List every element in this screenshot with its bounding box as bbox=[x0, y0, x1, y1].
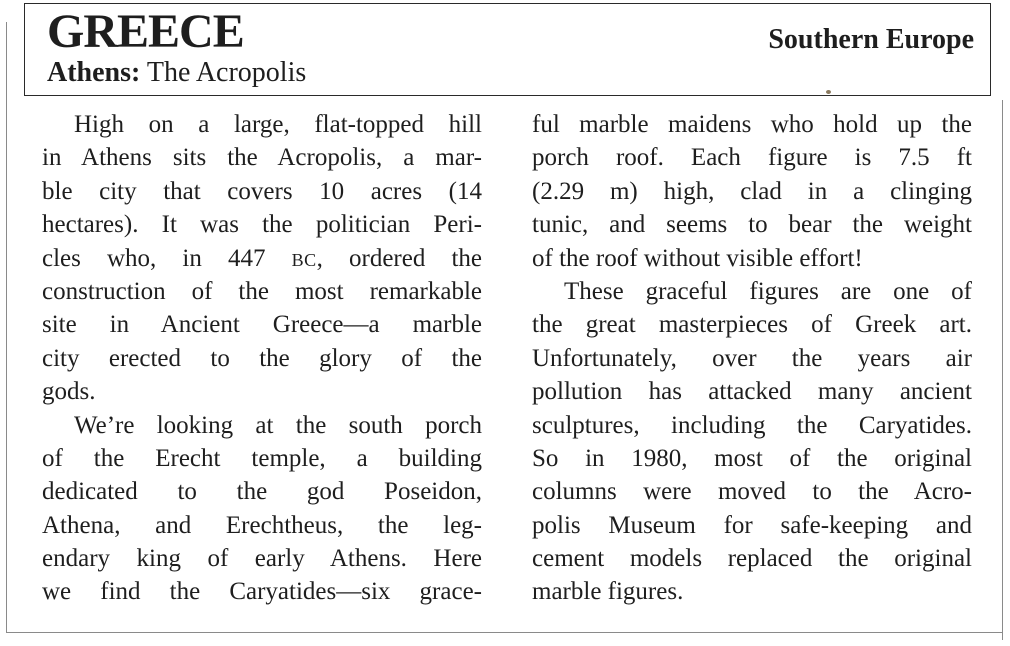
text-line: ble city that covers 10 acres (14 bbox=[42, 177, 482, 205]
location-subtitle bbox=[47, 58, 306, 89]
text-line: city erected to the glory of the bbox=[42, 344, 482, 372]
text-line: gods. bbox=[42, 378, 96, 406]
text-line: These graceful figures are one of bbox=[564, 277, 972, 305]
text-line: endary king of early Athens. Here bbox=[42, 545, 482, 573]
text-line: hectares). It was the politician Peri- bbox=[42, 211, 482, 239]
text-line: pollution has attacked many ancient bbox=[532, 378, 972, 406]
location-city: Athens: bbox=[47, 57, 141, 88]
page-frame-right bbox=[1002, 100, 1003, 640]
text-line: porch roof. Each figure is 7.5 ft bbox=[532, 144, 972, 172]
text-line bbox=[42, 242, 482, 275]
article-column-left bbox=[42, 108, 482, 609]
text-line: in Athens sits the Acropolis, a mar- bbox=[42, 144, 482, 172]
page-frame-bottom bbox=[6, 632, 1003, 633]
text-fragment: cles who, in 447 bbox=[42, 244, 292, 272]
text-line: sculptures, including the Caryatides. bbox=[532, 411, 972, 439]
text-line: of the roof without visible effort! bbox=[532, 244, 863, 272]
region-label: Southern Europe bbox=[768, 24, 974, 55]
text-line: dedicated to the god Poseidon, bbox=[42, 478, 482, 506]
text-line: cement models replaced the original bbox=[532, 545, 972, 573]
text-line: We’re looking at the south porch bbox=[74, 411, 482, 439]
article-column-right bbox=[532, 108, 972, 609]
text-fragment: , ordered the bbox=[316, 244, 482, 272]
text-line: the great masterpieces of Greek art. bbox=[532, 311, 972, 339]
text-line: marble figures. bbox=[532, 578, 684, 606]
text-line: Athena, and Erechtheus, the leg- bbox=[42, 511, 482, 539]
text-line: ful marble maidens who hold up the bbox=[532, 111, 972, 138]
text-line: construction of the most remarkable bbox=[42, 277, 482, 305]
era-abbreviation: BC bbox=[291, 249, 317, 270]
location-site: The Acropolis bbox=[140, 57, 307, 88]
text-line: So in 1980, most of the original bbox=[532, 444, 972, 472]
paper-speck bbox=[826, 90, 831, 94]
page-frame-left bbox=[6, 22, 7, 632]
text-line: tunic, and seems to bear the weight bbox=[532, 211, 972, 239]
text-line: we find the Caryatides—six grace- bbox=[42, 578, 482, 606]
text-line: polis Museum for safe-keeping and bbox=[532, 511, 972, 539]
text-line: High on a large, flat-topped hill bbox=[74, 111, 482, 138]
text-line: Unfortunately, over the years air bbox=[532, 344, 972, 372]
text-line: columns were moved to the Acro- bbox=[532, 478, 972, 506]
header-box bbox=[24, 3, 991, 96]
text-line: (2.29 m) high, clad in a clinging bbox=[532, 177, 972, 205]
country-title: GREECE bbox=[47, 5, 244, 58]
text-line: site in Ancient Greece—a marble bbox=[42, 311, 482, 339]
text-line: of the Erecht temple, a building bbox=[42, 444, 482, 472]
